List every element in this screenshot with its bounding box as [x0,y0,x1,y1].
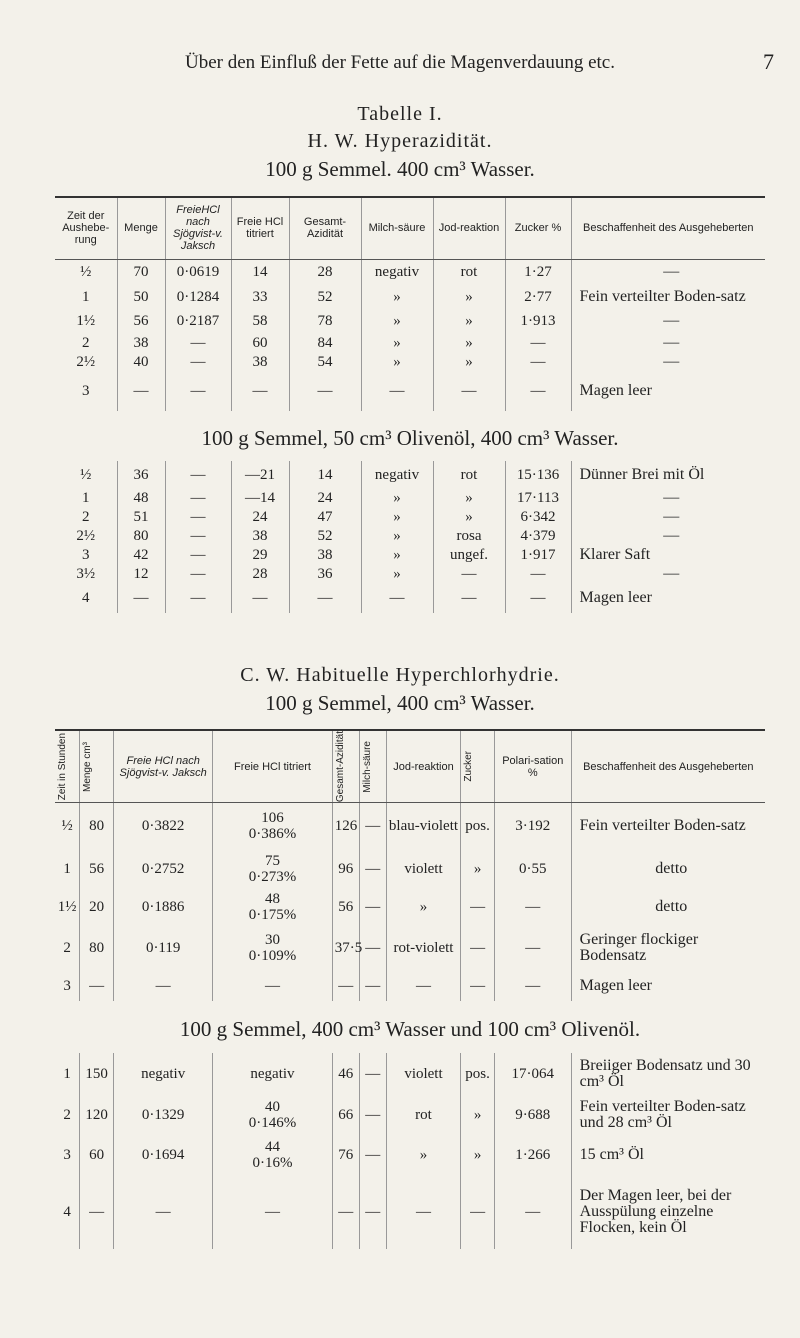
table-row [55,488,765,507]
t2-header-polarisation: Polari-sation % [494,730,571,803]
table-cell: 56 [117,309,165,333]
table-cell: — [80,1175,114,1249]
table-cell: ½ [80,264,92,281]
table-cell: — [461,889,495,925]
t2-header-gesamt-text: Gesamt-Azidität [334,731,346,803]
table-cell: » [461,1095,495,1135]
table-cell: blau-violett [386,803,460,849]
table-cell: — [361,371,433,411]
table-cell: 1 [82,289,90,305]
table-cell: 2 [63,939,71,956]
cell-description: — [571,507,765,526]
table-row [55,1095,765,1135]
table-cell: 0·119 [114,925,213,971]
t1-header-gesamt-aziditaet: Gesamt-Azidität [289,197,361,259]
table-cell: 54 [289,352,361,371]
section-heading-1: H. W. Hyperazidität. [307,130,493,152]
t2-header-milchsaeure [359,730,386,803]
table-cell: 40 [117,352,165,371]
table-2 [55,729,765,1249]
table-cell: 78 [289,309,361,333]
table-cell: 38 [289,545,361,564]
t1-header-milchsaeure: Milch-säure [361,197,433,259]
table-row [55,461,765,488]
cell-description: Fein verteilter Boden-satz [571,803,765,849]
table-row [55,925,765,971]
table-cell: 0·1694 [114,1135,213,1175]
section-subheading-1: 100 g Semmel. 400 cm³ Wasser. [265,157,535,181]
table-cell: » [386,889,460,925]
table-cell: — [494,925,571,971]
table-cell: 38 [231,526,289,545]
table-cell: pos. [461,1053,495,1095]
cell-value: negativ [250,1065,295,1082]
table-cell: » [461,849,495,889]
section-subheading-3: 100 g Semmel, 400 cm³ Wasser. [265,691,535,715]
t2-header-gesamt-aziditaet [332,730,359,803]
table-cell: — [361,583,433,613]
table-cell: — [461,971,495,1001]
table-cell: negativ [114,1053,213,1095]
table-cell: 38 [117,333,165,352]
table-cell: violett [386,849,460,889]
table-cell: 52 [289,526,361,545]
table-cell: — [461,1175,495,1249]
cell-description: — [571,526,765,545]
cell-description: Fein verteilter Boden-satz und 28 cm³ Öl [571,1095,765,1135]
table-row [55,309,765,333]
table-cell: » [361,564,433,583]
table-cell: — [359,971,386,1001]
table-cell: 3 [63,1146,71,1163]
table-cell: 126 [332,803,359,849]
table-cell: — [289,583,361,613]
page-number: 7 [763,49,774,74]
table-cell: » [361,488,433,507]
table-cell: » [361,526,433,545]
table-cell: — [165,352,231,371]
table-cell: — [505,333,571,352]
t2-cell-titriert [213,971,332,1001]
table-cell: 1·27 [505,259,571,285]
table-cell: 42 [117,545,165,564]
cell-description: Magen leer [571,971,765,1001]
t2-header-jodreaktion: Jod-reaktion [386,730,460,803]
table-cell: » [361,352,433,371]
table-cell: 80 [80,925,114,971]
table-cell: — [505,564,571,583]
table-row [55,1135,765,1175]
table-row [55,583,765,613]
table-cell: 3½ [76,565,96,582]
table-cell: rot [386,1095,460,1135]
t2-header-zucker [461,730,495,803]
table-cell: — [359,889,386,925]
table-cell: » [361,507,433,526]
table-cell: rot [433,461,505,488]
table-cell: 56 [80,849,114,889]
cell-description: 15 cm³ Öl [571,1135,765,1175]
t2-cell-titriert [213,1175,332,1249]
table-cell: — [505,352,571,371]
table-cell: 0·2752 [114,849,213,889]
t1-header-menge: Menge [117,197,165,259]
table-cell: — [359,1135,386,1175]
table-cell: 56 [332,889,359,925]
cell-description: Der Magen leer, bei der Ausspülung einzelne Flocken, kein Öl [571,1175,765,1249]
table-cell: 2 [82,334,90,351]
cell-description: detto [571,849,765,889]
t2-header-zeit-text: Zeit in Stunden [57,732,68,801]
table-cell: 52 [289,285,361,309]
table-cell: 58 [231,309,289,333]
t2-cell-titriert [213,803,332,849]
table-row [55,285,765,309]
table-cell: 9·688 [494,1095,571,1135]
table-cell: 1½ [76,313,96,329]
section-subheading-4: 100 g Semmel, 400 cm³ Wasser und 100 cm³ Olivenöl. [179,1016,641,1041]
table-row [55,352,765,371]
table-cell: 2½ [76,527,96,544]
table-cell: 0·3822 [114,803,213,849]
table-cell: ½ [80,466,92,483]
table-cell: » [433,333,505,352]
cell-value: — [264,1203,280,1220]
table-cell: 46 [332,1053,359,1095]
table-cell: —21 [231,461,289,488]
table-cell: » [361,545,433,564]
table-cell: 0·55 [494,849,571,889]
table-cell: 0·1284 [165,285,231,309]
table-cell: » [361,309,433,333]
table-cell: 24 [289,488,361,507]
t2-cell-titriert [213,1053,332,1095]
table-cell: » [433,309,505,333]
table-cell: 37·5 [332,925,359,971]
table-cell: — [165,583,231,613]
t1-header-jodreaktion: Jod-reaktion [433,197,505,259]
table-cell: ungef. [433,545,505,564]
table-cell: — [332,971,359,1001]
table-cell: pos. [461,803,495,849]
table-cell: 28 [231,564,289,583]
table-cell: 48 [117,488,165,507]
table-cell: » [433,285,505,309]
table-cell: — [165,564,231,583]
table-cell: 4 [82,590,90,606]
cell-percent: 0·16% [252,1154,293,1171]
table-row [55,1053,765,1095]
cell-value: 106 [261,809,284,826]
cell-value: 40 [264,1098,280,1115]
table-cell: 4·379 [505,526,571,545]
t2-header-menge [80,730,114,803]
cell-description: — [571,333,765,352]
table-cell: violett [386,1053,460,1095]
table-cell: 70 [117,259,165,285]
table-cell: — [386,971,460,1001]
table-cell: 0·1886 [114,889,213,925]
table-row [55,333,765,352]
table-cell: 0·2187 [165,309,231,333]
t2-cell-titriert [213,849,332,889]
table-cell: — [386,1175,460,1249]
table-cell: — [433,583,505,613]
table-cell: 15·136 [505,461,571,488]
table-cell: 1·913 [505,309,571,333]
table-cell: 2·77 [505,285,571,309]
table-cell: rot [433,259,505,285]
table-row [55,526,765,545]
t2-header-freie-hcl-titriert: Freie HCl titriert [213,730,332,803]
table-row [55,259,765,285]
table-cell: — [332,1175,359,1249]
table-cell: — [80,971,114,1001]
table-cell: — [433,371,505,411]
table-cell: — [494,1175,571,1249]
table-cell: 51 [117,507,165,526]
cell-description: — [571,564,765,583]
cell-percent: 0·386% [248,825,297,842]
cell-value: 44 [264,1138,280,1155]
table-cell: 60 [80,1135,114,1175]
table-cell: — [359,1095,386,1135]
t1-header-zucker: Zucker % [505,197,571,259]
table-cell: — [165,526,231,545]
table-cell: 76 [332,1135,359,1175]
section-heading-3: C. W. Habituelle Hyperchlorhydrie. [240,664,560,686]
table-cell: 1 [63,860,71,877]
cell-value: 75 [264,852,280,869]
cell-description: Klarer Saft [571,545,765,564]
table-cell: 17·064 [494,1053,571,1095]
t2-header-milch-text: Milch-säure [361,740,373,793]
running-head [0,49,800,76]
table-cell: 12 [117,564,165,583]
table-cell: — [494,889,571,925]
table-cell: —14 [231,488,289,507]
table-cell: 47 [289,507,361,526]
table-cell: ½ [61,817,73,834]
table-cell: 0·1329 [114,1095,213,1135]
table-row [55,889,765,925]
table-cell: — [494,971,571,1001]
table-cell: 1 [82,489,90,506]
table-cell: 24 [231,507,289,526]
table-cell: 80 [80,803,114,849]
table-row [55,507,765,526]
cell-description: — [571,352,765,371]
table-cell: 0·0619 [165,259,231,285]
table-cell: — [165,371,231,411]
table-cell: » [361,285,433,309]
t1-header-beschaffenheit: Beschaffenheit des Ausgeheberten [571,197,765,259]
table-cell: 38 [231,352,289,371]
t1-header-freie-hcl-titriert: Freie HCl titriert [231,197,289,259]
table-cell: 3·192 [494,803,571,849]
table-cell: 60 [231,333,289,352]
table-cell: — [165,545,231,564]
table-cell: — [505,371,571,411]
table-cell: 1 [63,1065,71,1082]
table-cell: 120 [80,1095,114,1135]
table-row [55,803,765,849]
cell-description: Dünner Brei mit Öl [571,461,765,488]
table-row [55,545,765,564]
cell-description: — [571,488,765,507]
table-cell: 33 [231,285,289,309]
table-cell: 1·917 [505,545,571,564]
table-cell: — [433,564,505,583]
cell-value: — [264,977,280,994]
table-cell: 66 [332,1095,359,1135]
running-head-title: Über den Einfluß der Fette auf die Magenverdauung etc. [185,52,615,73]
cell-description: Geringer flockiger Bodensatz [571,925,765,971]
t2-cell-titriert [213,1135,332,1175]
table-cell: negativ [361,461,433,488]
t2-cell-titriert [213,1095,332,1135]
table-cell: 14 [231,259,289,285]
table-row [55,564,765,583]
table-cell: 28 [289,259,361,285]
t2-header-zucker-text: Zucker [463,751,475,782]
cell-description: detto [571,889,765,925]
table-cell: rot-violett [386,925,460,971]
t2-cell-titriert [213,889,332,925]
table-cell: 96 [332,849,359,889]
table-cell: — [505,583,571,613]
table-cell: — [289,371,361,411]
table-cell: 36 [117,461,165,488]
section-subheading-2: 100 g Semmel, 50 cm³ Olivenöl, 400 cm³ Wasser. [201,426,619,450]
table-cell: — [117,583,165,613]
table-cell: » [433,352,505,371]
table-cell: 150 [80,1053,114,1095]
cell-description: Fein verteilter Boden-satz [571,285,765,309]
table-cell: 3 [63,977,71,994]
table-cell: 50 [117,285,165,309]
table-cell: 29 [231,545,289,564]
table-cell: 3 [82,546,90,563]
cell-percent: 0·175% [248,906,297,923]
table-cell: » [386,1135,460,1175]
cell-description: — [571,259,765,285]
table-cell: — [165,461,231,488]
table-cell: 4 [63,1203,71,1220]
t1-header-freie-hcl-sjoegvist: FreieHCl nach Sjögvist-v. Jaksch [165,197,231,259]
t2-header-zeit [55,730,80,803]
table-row [55,1175,765,1249]
table-cell: — [165,333,231,352]
table-cell: — [231,583,289,613]
t2-header-menge-text: Menge cm³ [82,741,94,792]
cell-percent: 0·146% [248,1114,297,1131]
table-cell: — [359,925,386,971]
table-cell: — [165,488,231,507]
table-cell: 36 [289,564,361,583]
cell-description: Magen leer [571,371,765,411]
table-cell: 2½ [76,353,96,370]
table-cell: 1·266 [494,1135,571,1175]
cell-value: 30 [264,931,280,948]
cell-percent: 0·109% [248,947,297,964]
table-cell: — [359,1053,386,1095]
table-cell: 1½ [57,898,77,915]
t2-header-freie-hcl-sjoegvist: Freie HCl nach Sjögvist-v. Jaksch [114,730,213,803]
table-cell: 3 [82,383,90,399]
table-cell: negativ [361,259,433,285]
table-cell: 6·342 [505,507,571,526]
table-cell: — [231,371,289,411]
table-1 [55,196,765,613]
table-cell: 17·113 [505,488,571,507]
table-cell: — [359,803,386,849]
table-cell: — [117,371,165,411]
table-row [55,971,765,1001]
table-cell: 84 [289,333,361,352]
table-cell: 20 [80,889,114,925]
table-cell: 2 [63,1106,71,1123]
table-cell: 80 [117,526,165,545]
cell-description: Magen leer [571,583,765,613]
table-cell: — [359,849,386,889]
cell-percent: 0·273% [248,868,297,885]
cell-value: 48 [264,890,280,907]
table-cell: » [361,333,433,352]
table-cell: — [165,507,231,526]
cell-description: — [571,309,765,333]
table-cell: 14 [289,461,361,488]
table-cell: » [433,507,505,526]
table-cell: — [114,971,213,1001]
table-cell: — [461,925,495,971]
table-cell: rosa [433,526,505,545]
t1-header-zeit: Zeit der Aushebe-rung [55,197,117,259]
table-row [55,371,765,411]
table-cell: — [114,1175,213,1249]
table-cell: » [461,1135,495,1175]
cell-description: Breiiger Bodensatz und 30 cm³ Öl [571,1053,765,1095]
t2-header-beschaffenheit: Beschaffenheit des Ausgeheberten [571,730,765,803]
table-cell: — [359,1175,386,1249]
table-title: Tabelle I. [357,103,443,125]
table-cell: » [433,488,505,507]
table-cell: 2 [82,508,90,525]
table-row [55,849,765,889]
t2-cell-titriert [213,925,332,971]
